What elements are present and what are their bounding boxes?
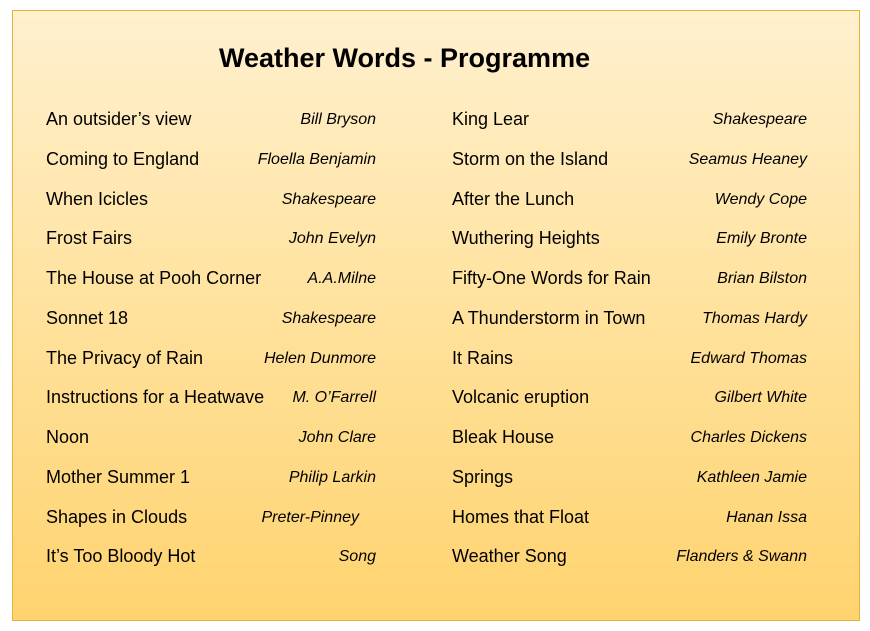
programme-row xyxy=(452,427,807,467)
programme-row xyxy=(46,308,376,348)
piece-title: Sonnet 18 xyxy=(46,307,129,328)
programme-row xyxy=(452,268,807,308)
programme-title-text: Weather Words - Programme xyxy=(219,43,591,73)
piece-title: Noon xyxy=(46,427,90,447)
piece-author: John Clare xyxy=(298,429,376,446)
piece-title: Fifty-One Words for Rain xyxy=(452,268,651,288)
programme-row xyxy=(46,387,376,427)
piece-author: Kathleen Jamie xyxy=(696,468,807,486)
programme-row xyxy=(46,507,376,547)
piece-author: Helen Dunmore xyxy=(263,349,376,367)
piece-author: Gilbert White xyxy=(714,389,807,407)
programme-row xyxy=(452,546,807,586)
programme-row xyxy=(46,427,376,467)
piece-title: Storm on the Island xyxy=(452,148,609,169)
piece-title: An outsider’s view xyxy=(46,109,192,129)
piece-title: Springs xyxy=(452,466,514,487)
piece-title: King Lear xyxy=(452,109,530,129)
programme-row xyxy=(46,189,376,229)
programme-row xyxy=(452,189,807,229)
piece-title: Instructions for a Heatwave xyxy=(46,387,265,408)
piece-author: Shakespeare xyxy=(281,309,376,327)
piece-title: Shapes in Clouds xyxy=(46,506,188,527)
piece-title: When Icicles xyxy=(46,188,149,209)
programme-row xyxy=(452,467,807,507)
piece-author: Hanan Issa xyxy=(726,508,807,526)
piece-title: Wuthering Heights xyxy=(452,228,600,249)
piece-title: Frost Fairs xyxy=(46,228,133,249)
piece-author: Song xyxy=(338,548,376,566)
programme-row xyxy=(46,546,376,586)
piece-title: Bleak House xyxy=(452,427,555,447)
piece-author: John Evelyn xyxy=(288,230,376,248)
piece-author: M. O’Farrell xyxy=(292,389,376,407)
piece-author: Wendy Cope xyxy=(714,190,807,208)
programme-card xyxy=(12,10,860,621)
piece-title: It’s Too Bloody Hot xyxy=(46,546,196,567)
piece-author: Bill Bryson xyxy=(300,111,376,128)
programme-row xyxy=(452,149,807,189)
programme-row xyxy=(46,467,376,507)
piece-author: Philip Larkin xyxy=(288,468,376,486)
piece-title: The Privacy of Rain xyxy=(46,347,204,368)
programme-row xyxy=(452,387,807,427)
programme-row xyxy=(452,308,807,348)
piece-title: It Rains xyxy=(452,347,514,368)
programme-row xyxy=(452,507,807,547)
piece-title: Homes that Float xyxy=(452,506,590,527)
piece-author: Shakespeare xyxy=(712,111,807,128)
piece-author: Emily Bronte xyxy=(716,230,807,248)
programme-row xyxy=(46,348,376,388)
piece-title: Weather Song xyxy=(452,546,567,567)
piece-author: Brian Bilston xyxy=(717,270,807,287)
left-programme-column xyxy=(46,109,376,586)
piece-author: Edward Thomas xyxy=(690,349,807,367)
piece-title: A Thunderstorm in Town xyxy=(452,307,646,328)
piece-author: Floella Benjamin xyxy=(257,150,376,168)
programme-row xyxy=(46,149,376,189)
programme-row xyxy=(46,268,376,308)
programme-row xyxy=(452,348,807,388)
piece-author: Thomas Hardy xyxy=(702,309,807,327)
piece-author: Flanders & Swann xyxy=(676,548,807,566)
piece-author: Charles Dickens xyxy=(690,429,807,446)
programme-row xyxy=(452,228,807,268)
piece-title: Coming to England xyxy=(46,148,200,169)
piece-author: Seamus Heaney xyxy=(688,150,807,168)
piece-author: Shakespeare xyxy=(281,190,376,208)
programme-row xyxy=(46,228,376,268)
piece-title: Mother Summer 1 xyxy=(46,466,191,487)
programme-row xyxy=(452,109,807,149)
piece-title: Volcanic eruption xyxy=(452,387,590,408)
right-programme-column xyxy=(452,109,807,586)
piece-author: Preter-Pinney xyxy=(261,508,359,526)
piece-title: The House at Pooh Corner xyxy=(46,268,262,288)
piece-author: A.A.Milne xyxy=(307,270,376,287)
programme-row xyxy=(46,109,376,149)
piece-title: After the Lunch xyxy=(452,188,575,209)
